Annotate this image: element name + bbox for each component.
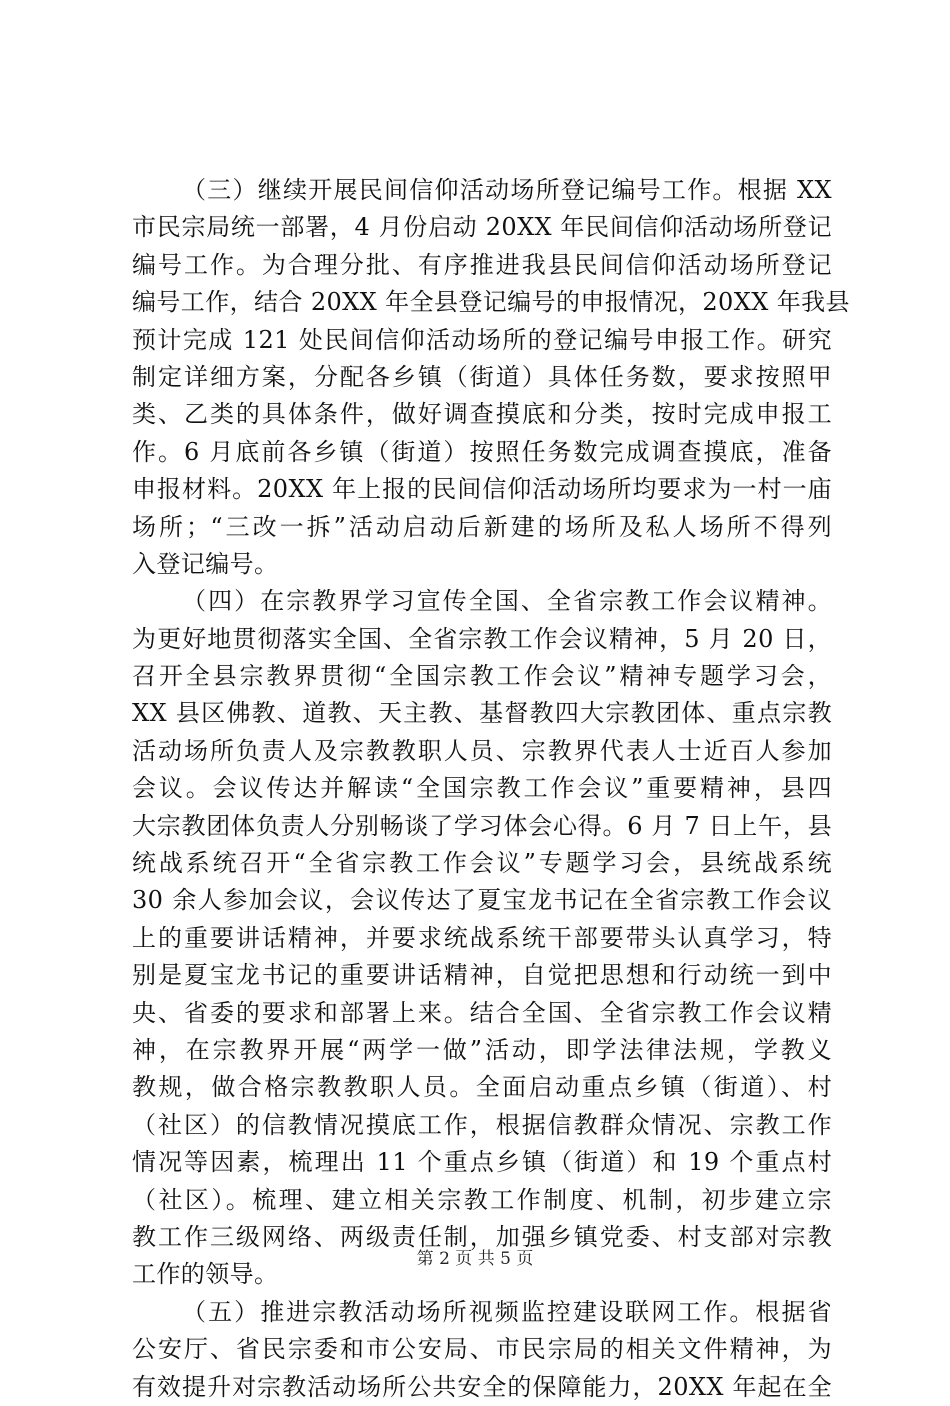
text-line: 市民宗局统一部署，4 月份启动 20XX 年民间信仰活动场所登记: [132, 213, 832, 242]
text-line: 作。6 月底前各乡镇（街道）按照任务数完成调查摸底，准备: [132, 437, 832, 466]
text-line: 统战系统召开“全省宗教工作会议”专题学习会，县统战系统: [132, 849, 832, 878]
text-line: 大宗教团体负责人分别畅谈了学习体会心得。6 月 7 日上午，县: [132, 811, 832, 840]
text-line: 30 余人参加会议，会议传达了夏宝龙书记在全省宗教工作会议: [132, 886, 832, 915]
text-line: 类、乙类的具体条件，做好调查摸底和分类，按时完成申报工: [132, 400, 832, 429]
text-line: 活动场所负责人及宗教教职人员、宗教界代表人士近百人参加: [132, 736, 832, 765]
page-number-footer: 第 2 页 共 5 页: [416, 1249, 534, 1269]
document-body: [132, 172, 850, 1406]
paragraph: [132, 1294, 832, 1406]
text-line: 会议。会议传达并解读“全国宗教工作会议”重要精神，县四: [132, 774, 832, 803]
text-line: 教工作三级网络、两级责任制，加强乡镇党委、村支部对宗教: [132, 1222, 832, 1251]
text-line: 编号工作，结合 20XX 年全县登记编号的申报情况，20XX 年我县: [132, 288, 850, 317]
paragraph: [132, 583, 832, 1293]
text-line: XX 县区佛教、道教、天主教、基督教四大宗教团体、重点宗教: [132, 699, 832, 728]
text-line: 公安厅、省民宗委和市公安局、市民宗局的相关文件精神，为: [132, 1335, 832, 1364]
text-line: 预计完成 121 处民间信仰活动场所的登记编号申报工作。研究: [132, 325, 832, 354]
text-line: （五）推进宗教活动场所视频监控建设联网工作。根据省: [182, 1297, 832, 1326]
text-line: 编号工作。为合理分批、有序推进我县民间信仰活动场所登记: [132, 250, 832, 279]
text-line: 为更好地贯彻落实全国、全省宗教工作会议精神，5 月 20 日，: [132, 624, 832, 653]
text-line: 制定详细方案，分配各乡镇（街道）具体任务数，要求按照甲: [132, 362, 832, 391]
text-line: 工作的领导。: [132, 1260, 279, 1289]
text-line: 央、省委的要求和部署上来。结合全国、全省宗教工作会议精: [132, 998, 832, 1027]
text-line: 别是夏宝龙书记的重要讲话精神，自觉把思想和行动统一到中: [132, 961, 832, 990]
text-line: 申报材料。20XX 年上报的民间信仰活动场所均要求为一村一庙: [132, 475, 832, 504]
text-line: （四）在宗教界学习宣传全国、全省宗教工作会议精神。: [182, 587, 832, 616]
text-line: 入登记编号。: [132, 549, 279, 578]
text-line: 神，在宗教界开展“两学一做”活动，即学法律法规，学教义: [132, 1035, 832, 1064]
text-line: 场所；“三改一拆”活动启动后新建的场所及私人场所不得列: [132, 512, 832, 541]
text-line: 教规，做合格宗教教职人员。全面启动重点乡镇（街道）、村: [132, 1073, 832, 1102]
text-line: 上的重要讲话精神，并要求统战系统干部要带头认真学习，特: [132, 923, 832, 952]
paragraph: [132, 172, 850, 583]
text-line: （三）继续开展民间信仰活动场所登记编号工作。根据 XX: [182, 176, 832, 204]
text-line: （社区）的信教情况摸底工作，根据信教群众情况、宗教工作: [132, 1110, 832, 1139]
text-line: 有效提升对宗教活动场所公共安全的保障能力，20XX 年起在全: [132, 1372, 832, 1401]
text-line: 情况等因素，梳理出 11 个重点乡镇（街道）和 19 个重点村: [132, 1148, 832, 1177]
text-line: 召开全县宗教界贯彻“全国宗教工作会议”精神专题学习会，: [132, 662, 832, 691]
text-line: （社区）。梳理、建立相关宗教工作制度、机制，初步建立宗: [132, 1185, 832, 1214]
